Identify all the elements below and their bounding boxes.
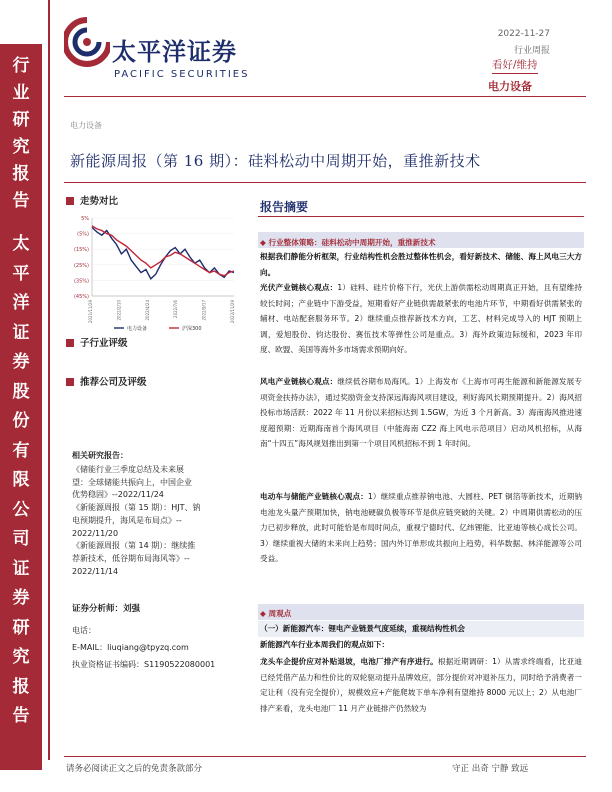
sidebar-char: 股	[12, 381, 30, 402]
analyst-tel: 电话：	[72, 626, 96, 635]
chart-ytick-label: 5%	[81, 216, 89, 222]
sidebar-company	[0, 226, 42, 770]
summary-para-4: 电动车与储能产业链核心观点：1）继续重点推荐钠电池、大圆柱、PET 铜箔等新技术，近期钠电池龙头量产预期加快，钠电池硬碳负极等环节是供应链突破的关键。2）中周期供需松动的压力已初步释放，此时可能恰是布局时间点，重视宁德时代、亿纬锂能、比亚迪等核心成长公司。3）继续重视大储的未来向上趋势；国内外订单形成共振向上趋势，科华数据、林洋能源等公司受益。	[260, 492, 582, 563]
report-date: 2022-11-27	[497, 29, 550, 39]
rating-badge: 看好/维持	[492, 57, 538, 74]
industry-label: 电力设备	[488, 80, 532, 93]
sidebar-char: 证	[12, 558, 30, 579]
summary-rule	[258, 216, 584, 217]
related-report-line: 荐新技术，低谷期布局海风等》--	[72, 553, 190, 563]
breadcrumb: 电力设备	[70, 121, 102, 130]
weekly-bar	[258, 604, 584, 620]
chart-xtick-label: 2022/2/10	[116, 300, 122, 321]
analyst-name: 证券分析师：刘强	[72, 604, 141, 614]
sidebar-char: 报	[12, 164, 30, 184]
brand-name-cn: 太平洋证券	[112, 37, 237, 66]
chart-series-line	[92, 226, 234, 276]
related-reports-list	[72, 464, 248, 578]
page-title: 新能源周报（第 16 期）：硅料松动中周期开始，重推新技术	[70, 152, 481, 170]
sidebar-char: 告	[12, 706, 30, 726]
related-report-line: 2022/11/20	[72, 528, 119, 538]
chart-ytick-label: (15%)	[73, 247, 89, 254]
related-report-line: 《储能行业三季度总结及未来展	[72, 465, 184, 474]
summary-para-1: 根据我们静能分析框架，行业结构性机会胜过整体性机会，看好新技术、储能、海上风电三大方向。	[260, 252, 582, 277]
sidebar-char: 限	[12, 470, 30, 490]
footer-motto: 守正 出奇 宁静 致远	[452, 764, 529, 774]
chart-ytick-label: (5%)	[77, 231, 89, 238]
sidebar-char: 太	[12, 234, 30, 254]
summary-para-3: 风电产业链核心观点：继续低谷期布局海风。1）上海发布《上海市可再生能源和新能源发展专项资金扶持办法》，通过奖励资金支持深远海海风项目建设，利好海风长期预期提升。2）海风招投标市场活跃：2022 年 11 月份以来招标达到 1.5GW，为近 3 个月新高。3）海南海风推进速度超预期：近期海南首个海风项目（中能海南 CZ2 海上风电示范项目）启动风机招标，从海南“十四五”海风规划推出到第一个项目风机招标不到 1 年时间。	[260, 377, 582, 448]
weekly-body: 龙头车企提价应对补贴退坡，电池厂排产有序进行。根据近期调研：1）从需求终端看，比亚迪已经凭借产品力和性价比的双轮驱动提升品牌效应，部分提价对冲退补压力，同时给予消费者一定让利（没有完全提价），规模效应+产能爬坡下单车净利有望维持 8000 元以上；2）从电池厂排产来看，龙头电池厂 11 月产业链排产仍然较为	[260, 657, 582, 713]
related-title: 相关研究报告：	[72, 451, 128, 460]
weekly-heading: ◆ 周观点	[260, 609, 292, 618]
chart-legend-label: 沪深300	[182, 326, 202, 332]
sidebar-char: 研	[12, 617, 30, 638]
related-report-line: 《新能源周报（第 15 期）：HJT、钠	[72, 503, 201, 513]
sidebar-char: 告	[12, 191, 30, 211]
sidebar-char: 业	[12, 83, 30, 103]
weekly-subheading: （一）新能源汽车：锂电产业链景气度延续，重视结构性机会	[260, 624, 466, 633]
sidebar-char: 研	[12, 110, 30, 130]
sidebar-char: 公	[12, 499, 30, 520]
footer-rule	[64, 756, 586, 757]
recommend-section-title: 推荐公司及评级	[66, 374, 147, 388]
sidebar-char: 份	[12, 411, 30, 431]
related-report-line: 优势稳固》--2022/11/24	[72, 490, 164, 500]
report-type: 行业周报	[513, 46, 550, 56]
related-report-line: 《新能源周报（第 14 期）：继续推	[72, 541, 196, 551]
weekly-lead: 新能源汽车行业本周我们的观点如下：	[260, 640, 390, 649]
sidebar-char: 券	[12, 588, 30, 608]
chart-xtick-label: 2022/11/29	[230, 300, 235, 324]
sidebar-char: 洋	[12, 293, 30, 313]
related-report-line: 电预期提升，海风是布局点》--	[72, 515, 182, 525]
summary-para-2: 光伏产业链核心观点：1）硅料、硅片价格下行，光伏上游供需松动周期真正开始，且有望维持较长时间；产业链中下游受益，短期看好产业链供需最紧张的电池片环节，中期看好供需紧张的辅材、电站配套服务环节。2）继续重点推荐新技术方向，工艺、材料完成导入的 HJT 预期上调，爱旭股份、钧达股份、赛伍技术等弹性公司是重点。3）海外政策边际缓和，2023 年印度、欧盟、美国等海外多市场需求预期向好。	[260, 283, 582, 354]
sidebar-char: 究	[12, 137, 30, 157]
brand-name-en: PACIFIC SECURITIES	[114, 69, 250, 80]
chart-ytick-label: (45%)	[73, 294, 89, 300]
sidebar-char: 证	[12, 322, 30, 343]
chart-ytick-label: (35%)	[73, 278, 89, 285]
sidebar-char: 报	[12, 676, 30, 697]
subindustry-section-title: 子行业评级	[66, 335, 128, 349]
chart-ytick-label: (25%)	[73, 262, 89, 269]
sidebar-char: 行	[12, 56, 30, 76]
sidebar-char: 平	[12, 263, 30, 284]
sidebar-char: 有	[12, 440, 30, 461]
chart-xtick-label: 2022/4/24	[144, 300, 150, 321]
related-report-line: 2022/11/14	[72, 566, 119, 576]
summary-heading: 报告摘要	[260, 200, 309, 214]
analyst-email[interactable]: E-MAIL：liuqiang@tpyzq.com	[72, 643, 189, 652]
chart-xtick-label: 2022/7/6	[173, 300, 179, 318]
title-rule	[64, 182, 586, 183]
related-report-line: 望：全球储能共振向上，中国企业	[72, 477, 192, 487]
analyst-license: 执业资格证书编码：S1190522080001	[72, 660, 216, 669]
trend-chart	[64, 208, 244, 338]
pacific-logo-icon	[64, 16, 110, 78]
strategy-line: ◆ 行业整体策略：硅料松动中周期开始，重推新技术	[260, 238, 436, 247]
trend-section-title: 走势对比	[66, 193, 118, 207]
chart-xtick-label: 2021/11/29	[88, 300, 93, 324]
chart-legend-label: 电力设备	[127, 326, 148, 332]
sidebar-report-type	[0, 44, 42, 234]
sidebar-char: 券	[12, 352, 30, 372]
footer-disclaimer: 请务必阅读正文之后的免责条款部分	[66, 764, 203, 774]
sidebar-divider	[48, 0, 50, 760]
header-rule	[64, 96, 586, 97]
sidebar-char: 究	[12, 647, 30, 667]
sidebar-char: 司	[12, 529, 30, 549]
chart-xtick-label: 2022/9/17	[201, 300, 207, 321]
